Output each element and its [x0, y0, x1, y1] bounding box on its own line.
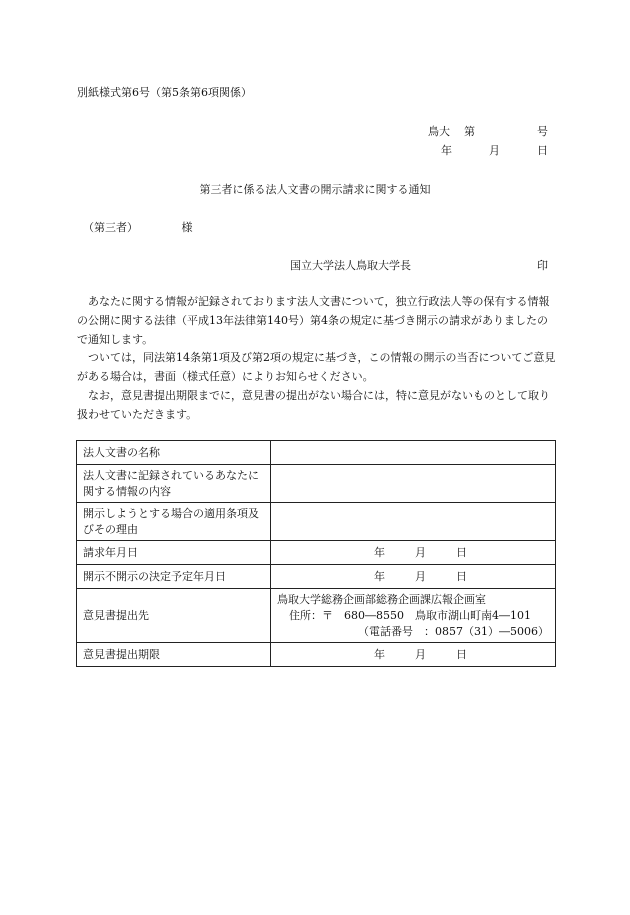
ymd-month: 月 — [415, 647, 426, 661]
decision-date — [271, 565, 556, 589]
issue-date — [441, 142, 548, 158]
submission-address — [271, 589, 556, 643]
row-label: 法人文書に記録されているあなたに関する情報の内容 — [77, 465, 271, 503]
date-day: 日 — [537, 144, 548, 157]
row-label: 開示しようとする場合の適用条項及びその理由 — [77, 503, 271, 541]
date-year: 年 — [441, 144, 452, 157]
body-paragraph-3: なお，意見書提出期限までに，意見書の提出がない場合には，特に意見がないものとして取り扱わせていただきます。 — [77, 389, 550, 421]
row-label: 意見書提出先 — [77, 589, 271, 643]
row-value — [271, 465, 556, 503]
info-table — [76, 440, 556, 667]
table-row — [77, 541, 556, 565]
document-title: 第三者に係る法人文書の開示請求に関する通知 — [199, 183, 431, 196]
recipient-name: （第三者） — [83, 221, 138, 234]
ymd-month: 月 — [415, 569, 426, 583]
form-number-label: 別紙様式第6号（第5条第6項関係） — [77, 86, 252, 99]
address-office: 鳥取大学総務企画部総務企画課広報企画室 — [277, 592, 486, 606]
request-date — [271, 541, 556, 565]
row-value — [271, 441, 556, 465]
row-label: 法人文書の名称 — [77, 441, 271, 465]
body-paragraph-2: ついては，同法第14条第1項及び第2項の規定に基づき，この情報の開示の当否についてご意見がある場合は，書面（様式任意）によりお知らせください。 — [77, 351, 556, 383]
recipient — [83, 219, 193, 235]
row-value — [271, 503, 556, 541]
ref-dai: 第 — [464, 125, 475, 138]
recipient-honorific: 様 — [181, 221, 193, 234]
ymd-day: 日 — [456, 545, 467, 559]
table-row — [77, 503, 556, 541]
table-row — [77, 643, 556, 667]
address-phone: （電話番号 ：0857（31）―5006） — [358, 624, 549, 638]
date-month: 月 — [489, 144, 500, 157]
ymd-month: 月 — [415, 545, 426, 559]
ymd-day: 日 — [456, 569, 467, 583]
row-label: 請求年月日 — [77, 541, 271, 565]
row-label: 開示不開示の決定予定年月日 — [77, 565, 271, 589]
sender-name: 国立大学法人鳥取大学長 — [290, 259, 411, 272]
ymd-day: 日 — [456, 647, 467, 661]
ymd-year: 年 — [374, 545, 385, 559]
row-label: 意見書提出期限 — [77, 643, 271, 667]
ymd-year: 年 — [374, 569, 385, 583]
reference-number — [428, 123, 548, 139]
ref-prefix: 鳥大 — [428, 125, 450, 138]
table-row — [77, 441, 556, 465]
address-street: 住所：〒 680―8550 鳥取市湖山町南4―101 — [289, 608, 531, 622]
seal-mark: 印 — [537, 259, 548, 272]
body-paragraph-1: あなたに関する情報が記録されております法人文書について，独立行政法人等の保有する情報の公開に関する法律（平成13年法律第140号）第4条の規定に基づき開示の請求がありましたので通知します。 — [77, 295, 550, 346]
ymd-year: 年 — [374, 647, 385, 661]
table-row — [77, 465, 556, 503]
ref-go: 号 — [537, 125, 548, 138]
deadline-date — [271, 643, 556, 667]
table-row — [77, 565, 556, 589]
table-row — [77, 589, 556, 643]
